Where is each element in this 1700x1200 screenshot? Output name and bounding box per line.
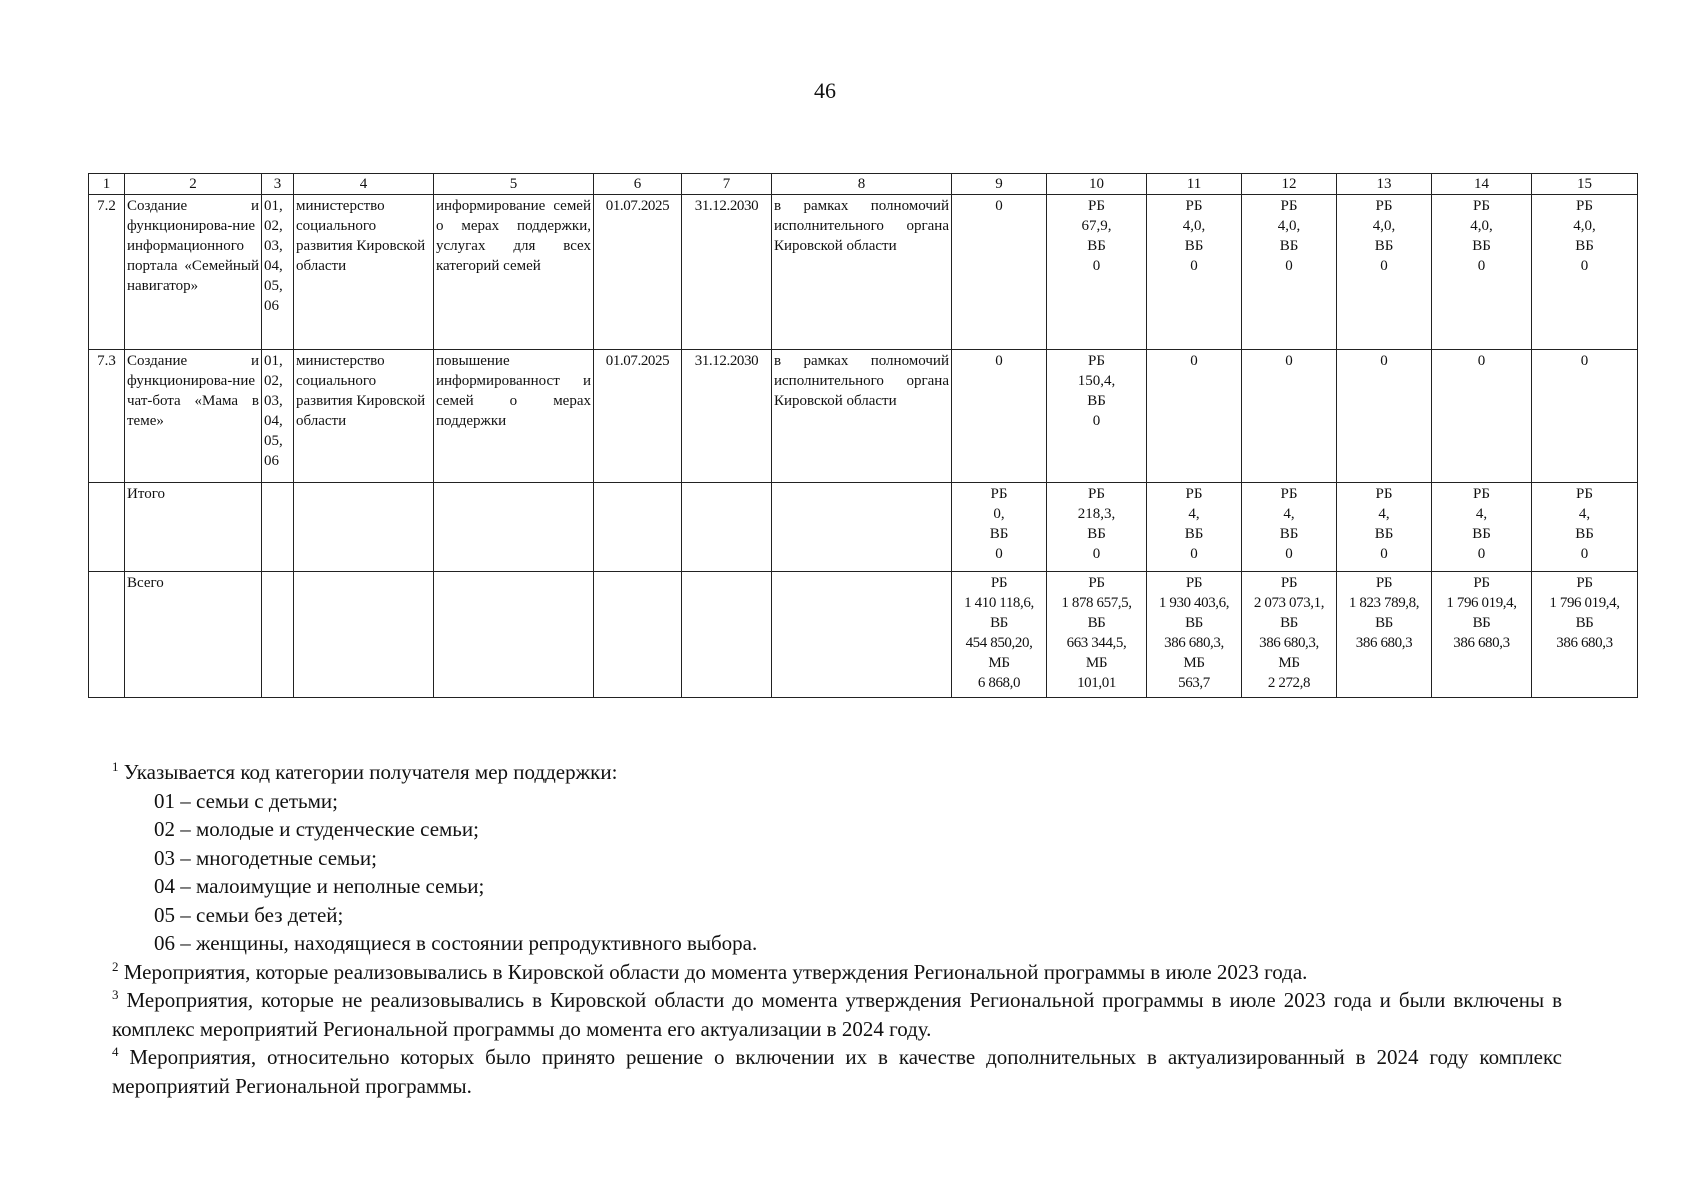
year-value [952, 350, 1047, 483]
total-label: Итого [125, 483, 262, 572]
value-line: РБ [1185, 575, 1203, 591]
category-code: 01, [264, 198, 283, 214]
start-date: 01.07.2025 [594, 350, 682, 483]
col-header: 10 [1047, 174, 1147, 195]
category-codes [262, 195, 294, 350]
grand-total-value [1337, 572, 1432, 698]
value-line: 386 680,3 [1453, 635, 1510, 651]
value-line: 150,4, [1077, 373, 1116, 389]
value-line: 1 823 789,8, [1348, 595, 1420, 611]
category-code: 06 [264, 453, 279, 469]
empty-cell [89, 572, 125, 698]
total-value [1532, 483, 1638, 572]
value-line: 386 680,3 [1355, 635, 1413, 651]
category-code: 04, [264, 258, 283, 274]
value-line: ВБ [1472, 615, 1491, 631]
value-line: РБ [1375, 198, 1393, 214]
value-line: 4, [1188, 506, 1200, 522]
value-line: 101,01 [1077, 675, 1116, 691]
empty-cell [772, 572, 952, 698]
value-line: 0 [995, 198, 1003, 214]
footnote-3 [112, 986, 1562, 1043]
category-code: 02, [264, 373, 283, 389]
executor: министерство социального развития Кировской области [294, 195, 434, 350]
year-value [1242, 195, 1337, 350]
value-line: ВБ [1185, 615, 1203, 631]
value-line: 4,0, [1372, 218, 1396, 234]
value-line: 4, [1283, 506, 1295, 522]
grand-total-value [1532, 572, 1638, 698]
value-line: 0 [1477, 353, 1486, 369]
grand-total-value [952, 572, 1047, 698]
value-line: ВБ [1472, 526, 1491, 542]
value-line: ВБ [1184, 238, 1204, 254]
value-line: 0 [1190, 258, 1198, 274]
table-row-grand-total [89, 572, 1638, 698]
col-header: 15 [1532, 174, 1638, 195]
empty-cell [89, 483, 125, 572]
value-line: РБ [990, 575, 1008, 591]
footnote-2 [112, 958, 1562, 987]
value-line: ВБ [1575, 238, 1594, 254]
value-line: ВБ [1374, 526, 1394, 542]
value-line: ВБ [1087, 393, 1106, 409]
value-line: 454 850,20, [965, 635, 1033, 651]
value-line: 1 878 657,5, [1061, 595, 1132, 611]
empty-cell [294, 572, 434, 698]
value-line: РБ [1185, 486, 1203, 502]
table-row-7-3 [89, 350, 1638, 483]
year-value [952, 195, 1047, 350]
value-line: 218,3, [1077, 506, 1116, 522]
col-header: 3 [262, 174, 294, 195]
value-line: 0 [1477, 258, 1486, 274]
value-line: ВБ [1472, 238, 1491, 254]
value-line: МБ [1085, 655, 1108, 671]
footnote-text: Мероприятия, относительно которых было принято решение о включении их в качестве дополнительных в актуализированный в 2024 году комплекс мероприятий Региональной программы. [112, 1045, 1562, 1098]
empty-cell [294, 483, 434, 572]
value-line: ВБ [989, 526, 1009, 542]
value-line: 4, [1578, 506, 1591, 522]
grand-total-value [1242, 572, 1337, 698]
value-line: ВБ [1087, 238, 1106, 254]
year-value [1532, 350, 1638, 483]
value-line: РБ [1576, 575, 1593, 591]
value-line: 0 [1285, 353, 1293, 369]
executor: министерство социального развития Кировской области [294, 350, 434, 483]
value-line: 0 [1285, 546, 1293, 562]
value-line: МБ [988, 655, 1010, 671]
col-header: 12 [1242, 174, 1337, 195]
value-line: 0 [1380, 546, 1388, 562]
measures-table [88, 173, 1638, 698]
value-line: 0 [1580, 353, 1589, 369]
value-line: РБ [990, 486, 1008, 502]
category-code-legend: 03 – многодетные семьи; [154, 845, 377, 870]
footnote-1 [112, 758, 1562, 787]
year-value [1337, 195, 1432, 350]
total-value [1337, 483, 1432, 572]
value-line: ВБ [1087, 526, 1106, 542]
value-line: 1 796 019,4, [1549, 595, 1620, 611]
expected-result: информирование семей о мерах поддержки, услугах для всех категорий семей [434, 195, 594, 350]
value-line: РБ [1473, 198, 1490, 214]
value-line: РБ [1473, 486, 1490, 502]
header-row [89, 174, 1638, 195]
empty-cell [772, 483, 952, 572]
value-line: РБ [1280, 575, 1298, 591]
footnote-mark: 2 [112, 958, 119, 974]
year-value [1147, 195, 1242, 350]
value-line: 2 073 073,1, [1253, 595, 1325, 611]
value-line: 1 410 118,6, [964, 595, 1034, 611]
value-line: ВБ [990, 615, 1008, 631]
value-line: 663 344,5, [1066, 635, 1127, 651]
category-code-legend: 02 – молодые и студенческие семьи; [154, 817, 479, 841]
year-value [1337, 350, 1432, 483]
total-value [1147, 483, 1242, 572]
value-line: РБ [1088, 486, 1105, 502]
empty-cell [434, 483, 594, 572]
value-line: 4, [1475, 506, 1488, 522]
value-line: 0 [1190, 546, 1198, 562]
value-line: РБ [1375, 575, 1393, 591]
grand-total-value [1047, 572, 1147, 698]
empty-cell [594, 483, 682, 572]
value-line: 0 [1285, 258, 1293, 274]
value-line: 386 680,3, [1259, 635, 1319, 651]
footnote-mark: 4 [112, 1044, 119, 1059]
value-line: 67,9, [1081, 218, 1112, 234]
start-date: 01.07.2025 [594, 195, 682, 350]
value-line: 2 272,8 [1267, 675, 1311, 691]
value-line: 4, [1378, 506, 1390, 522]
funding-source: в рамках полномочий исполнительного органа Кировской области [772, 195, 952, 350]
value-line: ВБ [1375, 615, 1393, 631]
value-line: 0 [1380, 258, 1388, 274]
category-code-legend: 01 – семьи с детьми; [154, 788, 338, 813]
col-header: 5 [434, 174, 594, 195]
value-line: 1 796 019,4, [1446, 595, 1517, 611]
category-code: 06 [264, 298, 279, 314]
value-line: 0 [1092, 258, 1101, 274]
value-line: 0 [995, 353, 1003, 369]
end-date: 31.12.2030 [682, 195, 772, 350]
category-code: 03, [264, 393, 283, 409]
value-line: 386 680,3, [1164, 635, 1224, 651]
value-line: ВБ [1279, 238, 1299, 254]
expected-result: повышение информированност и семей о мерах поддержки [434, 350, 594, 483]
value-line: 4,0, [1277, 218, 1301, 234]
value-line: 563,7 [1178, 675, 1210, 691]
row-number: 7.2 [89, 195, 125, 350]
value-line: ВБ [1279, 526, 1299, 542]
value-line: 0 [1380, 353, 1388, 369]
value-line: РБ [1280, 198, 1298, 214]
total-value [1432, 483, 1532, 572]
value-line: 0 [1580, 258, 1589, 274]
year-value [1532, 195, 1638, 350]
category-code: 03, [264, 238, 283, 254]
category-code-legend: 05 – семьи без детей; [154, 902, 344, 927]
footnotes [112, 758, 1562, 1100]
year-value [1147, 350, 1242, 483]
value-line: ВБ [1184, 526, 1204, 542]
category-code-legend: 06 – женщины, находящиеся в состоянии репродуктивного выбора. [154, 931, 758, 955]
total-value [952, 483, 1047, 572]
value-line: МБ [1183, 655, 1205, 671]
value-line: РБ [1576, 198, 1593, 214]
year-value [1242, 350, 1337, 483]
value-line: 0 [1190, 353, 1198, 369]
category-code: 05, [264, 433, 283, 449]
grand-total-value [1432, 572, 1532, 698]
value-line: РБ [1473, 575, 1490, 591]
value-line: ВБ [1575, 526, 1594, 542]
category-code: 04, [264, 413, 283, 429]
total-value [1242, 483, 1337, 572]
col-header: 11 [1147, 174, 1242, 195]
value-line: 0 [1092, 546, 1101, 562]
value-line: 6 868,0 [977, 675, 1021, 691]
value-line: РБ [1185, 198, 1203, 214]
empty-cell [682, 483, 772, 572]
value-line: 0 [1092, 413, 1101, 429]
measure-name: Создание и функционирова-ние чат-бота «Мама в теме» [125, 350, 262, 483]
category-code: 01, [264, 353, 283, 369]
table-row-7-2 [89, 195, 1638, 350]
col-header: 14 [1432, 174, 1532, 195]
footnote-mark: 3 [112, 987, 119, 1002]
empty-cell [262, 572, 294, 698]
category-codes [262, 350, 294, 483]
end-date: 31.12.2030 [682, 350, 772, 483]
total-value [1047, 483, 1147, 572]
funding-source: в рамках полномочий исполнительного органа Кировской области [772, 350, 952, 483]
grand-total-label: Всего [125, 572, 262, 698]
value-line: 0 [995, 546, 1003, 562]
value-line: 1 930 403,6, [1158, 595, 1230, 611]
footnote-4 [112, 1043, 1562, 1100]
value-line: 4,0, [1470, 218, 1493, 234]
empty-cell [262, 483, 294, 572]
col-header: 13 [1337, 174, 1432, 195]
table-row-total [89, 483, 1638, 572]
value-line: РБ [1375, 486, 1393, 502]
footnote-mark: 1 [112, 759, 119, 774]
col-header: 6 [594, 174, 682, 195]
year-value [1432, 195, 1532, 350]
value-line: 386 680,3 [1556, 635, 1613, 651]
value-line: РБ [1088, 353, 1105, 369]
category-code: 05, [264, 278, 283, 294]
value-line: РБ [1576, 486, 1593, 502]
col-header: 1 [89, 174, 125, 195]
measure-name: Создание и функционирова-ние информационного портала «Семейный навигатор» [125, 195, 262, 350]
value-line: ВБ [1374, 238, 1394, 254]
col-header: 4 [294, 174, 434, 195]
category-code: 02, [264, 218, 283, 234]
value-line: 0 [1477, 546, 1486, 562]
value-line: 0 [1580, 546, 1589, 562]
empty-cell [434, 572, 594, 698]
value-line: РБ [1280, 486, 1298, 502]
category-code-legend: 04 – малоимущие и неполные семьи; [154, 874, 485, 898]
col-header: 7 [682, 174, 772, 195]
grand-total-value [1147, 572, 1242, 698]
year-value [1047, 350, 1147, 483]
col-header: 8 [772, 174, 952, 195]
year-value [1432, 350, 1532, 483]
footnote-text: Мероприятия, которые не реализовывались в Кировской области до момента утверждения Региональной программы в июле 2023 года и были включены в комплекс мероприятий Региональной программы до момента его актуализации в 2024 году. [112, 988, 1562, 1041]
row-number: 7.3 [89, 350, 125, 483]
value-line: 4,0, [1182, 218, 1206, 234]
col-header: 9 [952, 174, 1047, 195]
empty-cell [682, 572, 772, 698]
value-line: ВБ [1280, 615, 1298, 631]
footnote-text: Указывается код категории получателя мер поддержки: [123, 760, 618, 784]
footnote-text: Мероприятия, которые реализовывались в Кировской области до момента утверждения Региональной программы в июле 2023 года. [123, 959, 1308, 984]
value-line: ВБ [1087, 615, 1106, 631]
value-line: 4,0, [1573, 218, 1596, 234]
value-line: МБ [1278, 655, 1300, 671]
page-number: 46 [814, 78, 836, 103]
col-header: 2 [125, 174, 262, 195]
empty-cell [594, 572, 682, 698]
value-line: РБ [1088, 198, 1105, 214]
value-line: РБ [1088, 575, 1105, 591]
value-line: ВБ [1575, 615, 1594, 631]
year-value [1047, 195, 1147, 350]
value-line: 0, [993, 506, 1005, 522]
